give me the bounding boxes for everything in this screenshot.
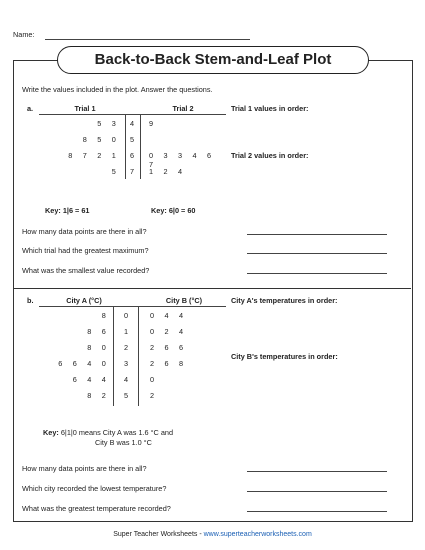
trial-1-header: Trial 1 (74, 104, 96, 113)
plot-a-key-left: Key: 1|6 = 61 (45, 206, 90, 215)
plot-b-leaves-right: 0 4 4 (150, 311, 188, 320)
plot-b-leaves-right: 2 6 6 (150, 343, 188, 352)
plot-a-divider-right (140, 114, 141, 179)
answer-line-a-2[interactable] (247, 253, 387, 254)
part-a-letter: a. (27, 104, 34, 113)
plot-b-header-rule (39, 306, 226, 307)
plot-a-stem: 4 (129, 119, 135, 128)
plot-a-stem: 7 (129, 167, 135, 176)
plot-a-leaves-left: 5 (111, 167, 120, 176)
trial-2-header: Trial 2 (172, 104, 194, 113)
footer-text: Super Teacher Worksheets - (113, 531, 204, 538)
answer-line-b-1[interactable] (247, 471, 387, 472)
plot-b-stem: 1 (123, 327, 129, 336)
trial-1-order-label: Trial 1 values in order: (231, 104, 309, 113)
plot-b-key-line2: City B was 1.0 °C (95, 438, 152, 447)
footer (0, 531, 425, 538)
plot-a-leaves-left: 8 5 0 (82, 135, 120, 144)
answer-line-b-2[interactable] (247, 491, 387, 492)
plot-a-stem: 6 (129, 151, 135, 160)
plot-a-key-right: Key: 6|0 = 60 (151, 206, 196, 215)
plot-b-leaves-right: 2 6 8 (150, 359, 188, 368)
plot-b-divider-left (113, 306, 114, 406)
question-a-3: What was the smallest value recorded? (22, 266, 150, 275)
worksheet-frame (13, 60, 413, 522)
plot-b-key-line1: 6|1|0 means City A was 1.6 °C and (60, 428, 174, 437)
city-a-order-label: City A's temperatures in order: (231, 296, 338, 305)
plot-b-leaves-left: 8 2 (87, 391, 110, 400)
plot-b-key-label: Key: (43, 428, 59, 437)
plot-b-stem: 3 (123, 359, 129, 368)
plot-a-divider-left (125, 114, 126, 179)
plot-b-stem: 5 (123, 391, 129, 400)
section-divider (14, 288, 411, 289)
page-title: Back-to-Back Stem-and-Leaf Plot (57, 46, 369, 74)
plot-b-leaves-right: 0 (150, 375, 159, 384)
question-b-1: How many data points are there in all? (22, 464, 147, 473)
plot-b-stem: 4 (123, 375, 129, 384)
plot-b-stem: 0 (123, 311, 129, 320)
plot-b-leaves-left: 8 (101, 311, 110, 320)
plot-b-leaves-right: 2 (150, 391, 159, 400)
answer-line-a-1[interactable] (247, 234, 387, 235)
plot-b-leaves-left: 6 4 4 (72, 375, 110, 384)
plot-a-leaves-left: 5 3 (97, 119, 120, 128)
plot-a-leaves-left: 8 7 2 1 (68, 151, 120, 160)
name-label: Name: (13, 30, 35, 39)
question-b-2: Which city recorded the lowest temperature? (22, 484, 167, 493)
question-a-1: How many data points are there in all? (22, 227, 147, 236)
city-a-header: City A (°C) (66, 296, 102, 305)
plot-a-leaves-right: 1 2 4 (149, 167, 187, 176)
city-b-order-label: City B's temperatures in order: (231, 352, 338, 361)
plot-b-stem: 2 (123, 343, 129, 352)
part-b-letter: b. (27, 296, 34, 305)
city-b-header: City B (°C) (165, 296, 203, 305)
answer-line-a-3[interactable] (247, 273, 387, 274)
plot-a-leaves-right: 9 (149, 119, 158, 128)
plot-a-stem: 5 (129, 135, 135, 144)
plot-b-leaves-left: 6 6 4 0 (58, 359, 110, 368)
name-field[interactable] (45, 39, 250, 40)
plot-a-leaves-right: 0 3 3 4 6 7 (149, 151, 216, 169)
plot-b-leaves-left: 8 0 (87, 343, 110, 352)
question-a-2: Which trial had the greatest maximum? (22, 246, 149, 255)
plot-b-leaves-right: 0 2 4 (150, 327, 188, 336)
question-b-3: What was the greatest temperature recorded? (22, 504, 171, 513)
plot-a-header-rule (39, 114, 226, 115)
plot-b-divider-right (138, 306, 139, 406)
plot-b-leaves-left: 8 6 (87, 327, 110, 336)
trial-2-order-label: Trial 2 values in order: (231, 151, 309, 160)
answer-line-b-3[interactable] (247, 511, 387, 512)
footer-link[interactable]: www.superteacherworksheets.com (203, 531, 312, 538)
plot-b-key (43, 428, 173, 437)
instructions: Write the values included in the plot. Answer the questions. (22, 85, 213, 94)
